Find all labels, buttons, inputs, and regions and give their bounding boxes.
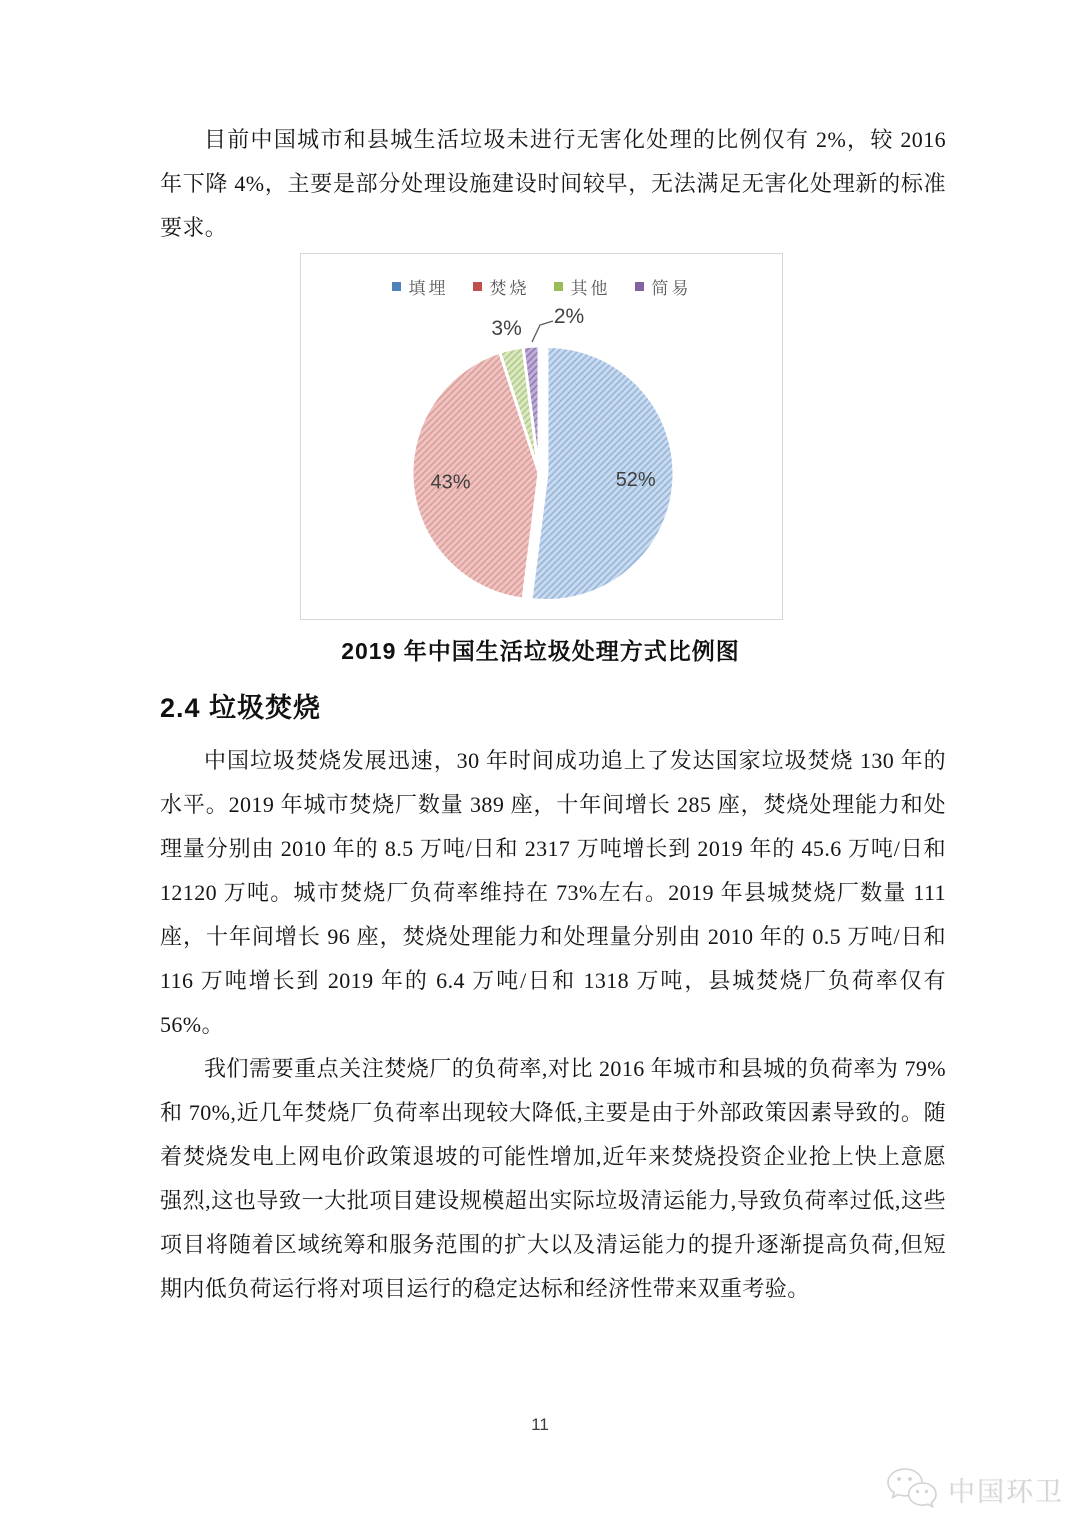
legend-label-landfill: 填埋 bbox=[408, 279, 449, 298]
legend-label-simple: 简易 bbox=[651, 279, 692, 298]
legend-label-incineration: 焚烧 bbox=[489, 279, 530, 298]
legend-item-other bbox=[554, 274, 611, 299]
legend-swatch-other bbox=[554, 282, 563, 291]
chart-caption: 2019 年中国生活垃圾处理方式比例图 bbox=[341, 638, 740, 664]
pie-data-label-1: 43% bbox=[430, 471, 471, 494]
pie-leader-line bbox=[532, 321, 553, 342]
legend-label-other: 其他 bbox=[570, 279, 611, 298]
page-number: 11 bbox=[531, 1415, 549, 1434]
pie-data-label-0: 52% bbox=[615, 469, 656, 492]
pie-data-label-3: 2% bbox=[553, 305, 585, 328]
paragraph-incineration-stats: 中国垃圾焚烧发展迅速，30 年时间成功追上了发达国家垃圾焚烧 130 年的水平。2019 年城市焚烧厂数量 389 座，十年间增长 285 座，焚烧处理能力和处理量分别由 2010 年的 8.5 万吨/日和 2317 万吨增长到 2019 年的 45.6 万吨/日和 12120 万吨。城市焚烧厂负荷率维持在 73%左右。2019 年县城焚烧厂数量 111 座，十年间增长 96 座，焚烧处理能力和处理量分别由 2010 年的 0.5 万吨/日和 116 万吨增长到 2019 年的 6.4 万吨/日和 1318 万吨，县城焚烧厂负荷率仅有 56%。 bbox=[160, 748, 946, 1037]
paragraph-intro: 目前中国城市和县城生活垃圾未进行无害化处理的比例仅有 2%，较 2016 年下降 4%，主要是部分处理设施建设时间较早，无法满足无害化处理新的标准要求。 bbox=[160, 127, 946, 240]
legend-swatch-incineration bbox=[473, 282, 482, 291]
chart-frame bbox=[300, 253, 783, 620]
wechat-logo-icon bbox=[886, 1467, 938, 1511]
chart-legend bbox=[301, 274, 782, 299]
legend-swatch-landfill bbox=[392, 282, 401, 291]
pie-chart-figure bbox=[300, 253, 783, 666]
legend-item-simple bbox=[635, 274, 692, 299]
watermark bbox=[886, 1467, 1064, 1511]
watermark-text: 中国环卫 bbox=[948, 1476, 1064, 1507]
paragraph-load-rate: 我们需要重点关注焚烧厂的负荷率,对比 2016 年城市和县城的负荷率为 79%和 70%,近几年焚烧厂负荷率出现较大降低,主要是由于外部政策因素导致的。随着焚烧发电上网电价政策退坡的可能性增加,近年来焚烧投资企业抢上快上意愿强烈,这也导致一大批项目建设规模超出实际垃圾清运能力,导致负荷率过低,这些项目将随着区域统筹和服务范围的扩大以及清运能力的提升逐渐提高负荷,但短期内低负荷运行将对项目运行的稳定达标和经济性带来双重考验。 bbox=[160, 1056, 946, 1301]
page-content bbox=[160, 118, 946, 1311]
legend-item-incineration bbox=[473, 274, 530, 299]
pie-chart bbox=[301, 254, 782, 619]
pie-data-label-2: 3% bbox=[491, 316, 522, 340]
legend-item-landfill bbox=[392, 274, 449, 299]
legend-swatch-simple bbox=[635, 282, 644, 291]
section-heading: 2.4 垃圾焚烧 bbox=[160, 693, 322, 723]
